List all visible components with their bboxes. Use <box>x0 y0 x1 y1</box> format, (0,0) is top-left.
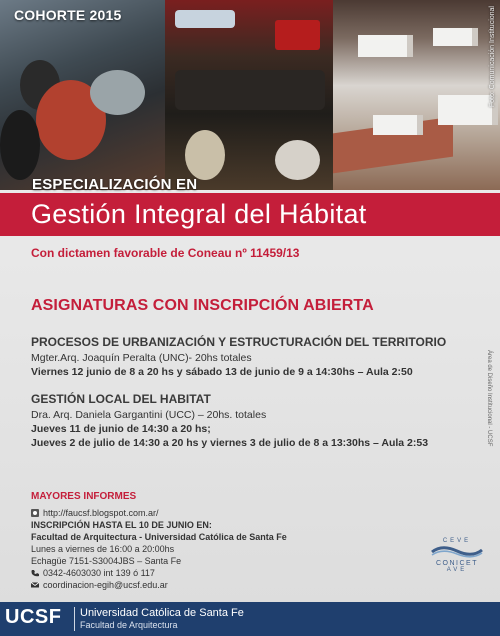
address-text: Echagüe 7151-S3004JBS – Santa Fe <box>31 556 182 566</box>
conicet-bottom: AVE <box>446 567 468 573</box>
info-heading: MAYORES INFORMES <box>31 491 137 502</box>
conicet-top: CEVE <box>442 538 472 544</box>
hours-text: Lunes a viernes de 16:00 a 20:00hs <box>31 544 175 554</box>
blog-link[interactable]: http://faucsf.blogspot.com.ar/ <box>43 508 159 518</box>
deadline-text: INSCRIPCIÓN HASTA EL 10 DE JUNIO EN: <box>31 520 212 530</box>
course-title: PROCESOS DE URBANIZACIÓN Y ESTRUCTURACIÓN DEL TERRITORIO <box>31 335 447 349</box>
photo-collage <box>0 0 500 190</box>
course-schedule: Jueves 11 de junio de 14:30 a 20 hs; <box>31 423 211 435</box>
phone-text: 0342-4603030 int 139 ó 117 <box>43 568 155 578</box>
coneau-note: Con dictamen favorable de Coneau nº 11459/13 <box>31 246 300 260</box>
photo-housing <box>333 0 500 190</box>
photo-credit: Foto: Comunicación Institucional <box>489 6 496 108</box>
section-title: ASIGNATURAS CON INSCRIPCIÓN ABIERTA <box>31 297 374 314</box>
conicet-name: CONICET <box>436 560 478 567</box>
course-schedule: Viernes 12 junio de 8 a 20 hs y sábado 13 de junio de 9 a 14:30hs – Aula 2:50 <box>31 366 413 378</box>
program-kicker: ESPECIALIZACIÓN EN <box>32 176 198 193</box>
phone-icon <box>31 569 39 577</box>
email-link[interactable]: coordinacion-egih@ucsf.edu.ar <box>43 580 168 590</box>
footer-divider <box>74 607 75 631</box>
course-block <box>31 392 428 450</box>
conicet-logo-icon <box>428 544 486 558</box>
cohort-label: COHORTE 2015 <box>14 7 122 23</box>
photo-meeting-table <box>0 0 165 190</box>
university-name: Universidad Católica de Santa Fe <box>80 607 244 619</box>
ucsf-logo: UCSF <box>5 606 62 628</box>
info-block <box>31 491 287 591</box>
course-schedule: Jueves 2 de julio de 14:30 a 20 hs y viernes 3 de julio de 8 a 13:30hs – Aula 2:53 <box>31 437 429 449</box>
program-title: Gestión Integral del Hábitat <box>31 199 367 229</box>
design-credit: Área de Diseño Institucional - UCSF <box>486 350 492 447</box>
course-teacher: Mgter.Arq. Joaquín Peralta (UNC)- 20hs totales <box>31 352 252 364</box>
course-block <box>31 335 446 379</box>
place-text: Facultad de Arquitectura - Universidad Católica de Santa Fe <box>31 532 287 542</box>
course-teacher: Dra. Arq. Daniela Gargantini (UCC) – 20hs. totales <box>31 409 267 421</box>
mail-icon <box>31 581 39 589</box>
footer-bar <box>0 602 500 636</box>
course-title: GESTIÓN LOCAL DEL HABITAT <box>31 392 211 406</box>
blog-icon <box>31 509 39 517</box>
faculty-name: Facultad de Arquitectura <box>80 620 178 630</box>
conicet-logo <box>428 538 486 573</box>
photo-auditorium <box>165 0 333 190</box>
